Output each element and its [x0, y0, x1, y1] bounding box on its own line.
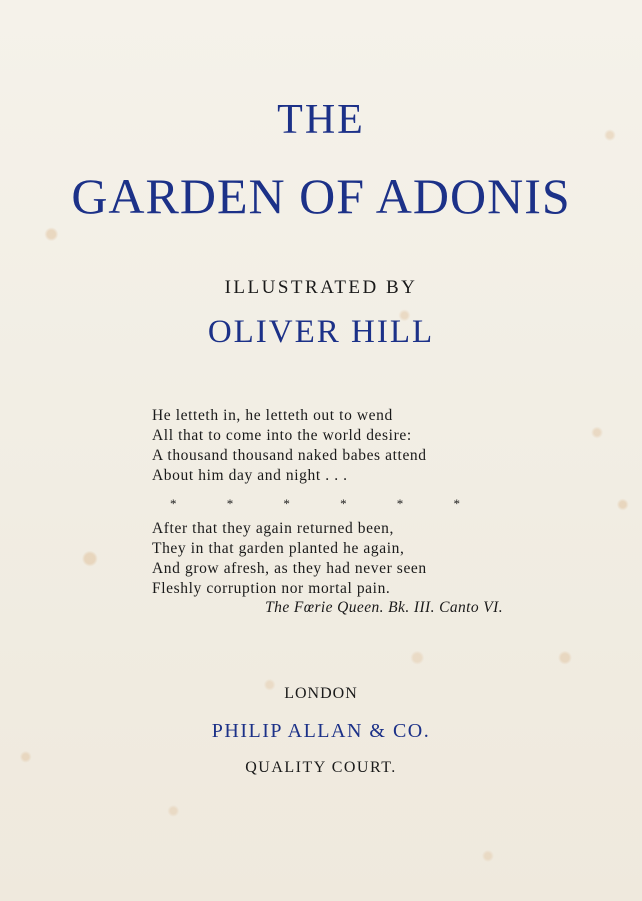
illustrator-name: OLIVER HILL	[207, 314, 435, 350]
separator-star: *	[453, 496, 460, 511]
separator-star: *	[396, 496, 404, 511]
epigraph-line: He letteth in, he letteth out to wend	[152, 407, 393, 424]
epigraph-line: All that to come into the world desire:	[152, 427, 412, 444]
separator-star: *	[340, 496, 347, 511]
epigraph-line: Fleshly corruption nor mortal pain.	[152, 580, 391, 597]
epigraph-stanza-2	[152, 519, 512, 599]
epigraph-stanza-1	[152, 406, 512, 486]
separator-star: *	[170, 496, 177, 511]
imprint-address: QUALITY COURT.	[245, 759, 397, 776]
separator-star: *	[226, 496, 234, 511]
epigraph-line: About him day and night . . .	[152, 467, 348, 484]
imprint-city: LONDON	[284, 685, 358, 702]
epigraph-line: They in that garden planted he again,	[152, 540, 405, 557]
title-line-1: THE	[277, 97, 365, 143]
epigraph-separator	[170, 496, 460, 512]
epigraph-citation: The Fœrie Queen. Bk. III. Canto VI.	[265, 599, 503, 616]
separator-star: *	[283, 496, 290, 511]
epigraph-line: A thousand thousand naked babes attend	[152, 447, 427, 464]
epigraph-line: After that they again returned been,	[152, 520, 394, 537]
epigraph-line: And grow afresh, as they had never seen	[152, 560, 427, 577]
illustrated-by-label: ILLUSTRATED BY	[224, 277, 418, 298]
title-line-2: GARDEN OF ADONIS	[71, 168, 571, 224]
imprint-publisher: PHILIP ALLAN & CO.	[211, 720, 431, 742]
